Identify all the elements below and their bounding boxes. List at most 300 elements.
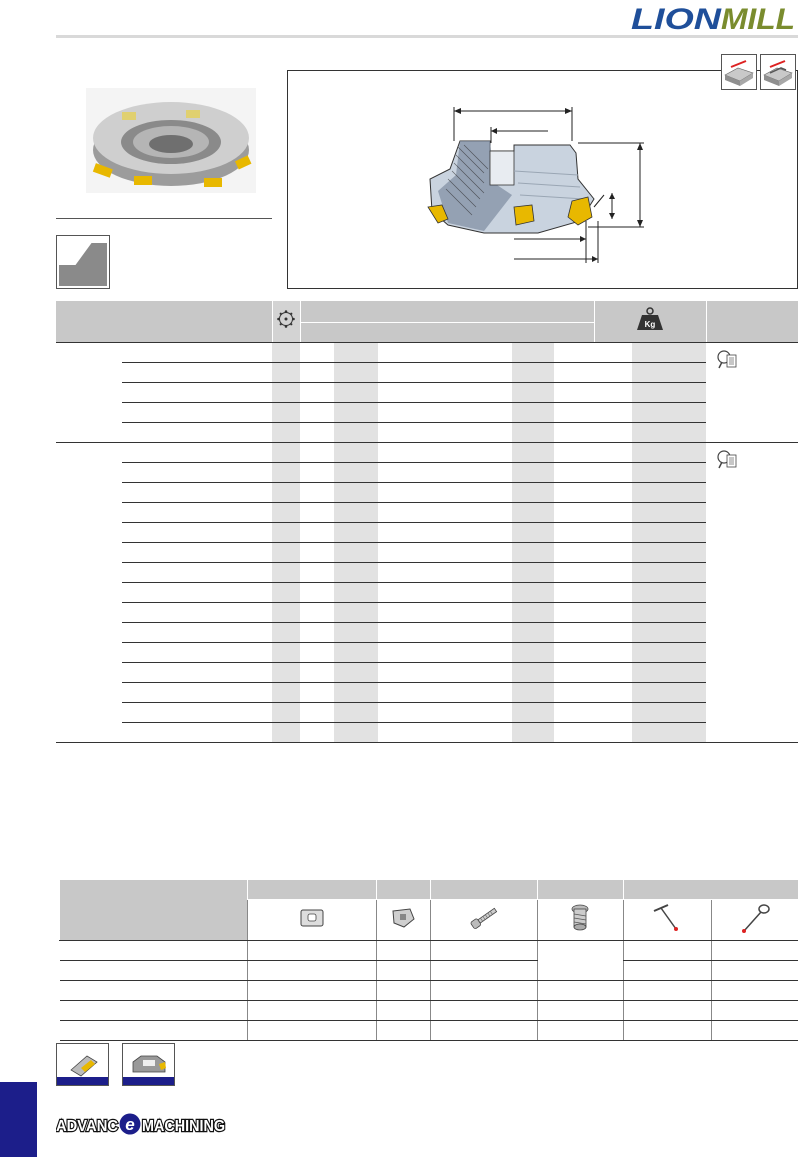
spec-cell	[512, 563, 554, 583]
spec-cell	[334, 543, 378, 563]
spec-cell	[632, 463, 706, 483]
spec-cell	[334, 703, 378, 723]
teeth-count-icon	[272, 301, 300, 343]
spec-cell	[272, 403, 300, 423]
spec-cell	[272, 483, 300, 503]
spec-cell	[442, 643, 478, 663]
spec-cell	[378, 583, 442, 603]
spec-row	[56, 343, 798, 363]
spec-cell	[594, 403, 632, 423]
spec-cell	[632, 483, 706, 503]
spec-cell	[334, 463, 378, 483]
spec-cell	[378, 383, 442, 403]
spec-cell	[442, 403, 478, 423]
slot-milling-icon	[760, 54, 796, 90]
parts-cell	[60, 981, 248, 1001]
clamp-screw-header	[537, 880, 623, 900]
spec-cell	[442, 563, 478, 583]
spec-cell	[300, 563, 334, 583]
spec-cell	[512, 643, 554, 663]
spec-cell	[272, 543, 300, 563]
spec-row	[56, 723, 798, 743]
spec-cell	[378, 703, 442, 723]
spec-cell	[272, 343, 300, 363]
parts-cell	[376, 1021, 430, 1041]
parts-cell	[376, 981, 430, 1001]
spec-cell	[632, 663, 706, 683]
spec-cell	[554, 423, 594, 443]
spec-cell	[442, 463, 478, 483]
parts-cell	[711, 1001, 798, 1021]
spec-cell	[632, 603, 706, 623]
spec-cell	[442, 423, 478, 443]
cutter-header	[60, 880, 248, 941]
spec-row	[56, 423, 798, 443]
spec-cell	[478, 483, 512, 503]
spec-cell	[272, 663, 300, 683]
spec-row	[56, 543, 798, 563]
spec-cell	[632, 383, 706, 403]
spec-cell	[512, 463, 554, 483]
spec-cell	[272, 383, 300, 403]
spec-cell	[478, 443, 512, 463]
spec-cell	[478, 543, 512, 563]
spec-cell	[122, 683, 272, 703]
spec-cell	[442, 343, 478, 363]
spec-cell	[512, 623, 554, 643]
spec-cell	[334, 423, 378, 443]
spec-cell	[554, 503, 594, 523]
spec-cell	[378, 643, 442, 663]
parts-cell	[60, 941, 248, 961]
spec-cell	[632, 343, 706, 363]
parts-table	[59, 880, 798, 1041]
spec-cell	[378, 523, 442, 543]
spec-cell	[122, 523, 272, 543]
spec-cell	[554, 383, 594, 403]
spec-cell	[512, 683, 554, 703]
spec-cell	[632, 703, 706, 723]
dimensions-header	[300, 301, 594, 323]
spec-cell	[122, 723, 272, 743]
spec-cell	[442, 723, 478, 743]
spec-cell	[122, 643, 272, 663]
spec-cell	[378, 623, 442, 643]
spec-cell	[272, 523, 300, 543]
spec-cell	[594, 603, 632, 623]
svg-text:LION: LION	[631, 3, 723, 34]
spec-cell	[442, 383, 478, 403]
parts-row	[60, 941, 799, 961]
spec-cell	[478, 623, 512, 643]
spec-cell	[442, 363, 478, 383]
spec-cell	[478, 583, 512, 603]
parts-cell	[623, 1021, 711, 1041]
spec-cell	[632, 723, 706, 743]
spec-cell	[512, 703, 554, 723]
spec-cell	[442, 443, 478, 463]
spec-cell	[632, 683, 706, 703]
spec-cell	[378, 563, 442, 583]
spec-cell	[300, 683, 334, 703]
spec-cell	[300, 503, 334, 523]
spec-cell	[300, 443, 334, 463]
holder-icon[interactable]	[122, 1043, 175, 1086]
spec-cell	[122, 403, 272, 423]
spec-cell	[378, 363, 442, 383]
spec-cell	[334, 443, 378, 463]
spec-cell	[300, 583, 334, 603]
spec-cell	[272, 563, 300, 583]
parts-cell	[711, 941, 798, 961]
parts-cell	[537, 1001, 623, 1021]
cutter-photo	[86, 88, 256, 193]
parts-row	[60, 1001, 799, 1021]
spec-row	[56, 603, 798, 623]
spec-cell	[554, 363, 594, 383]
spec-cell	[478, 523, 512, 543]
spec-cell	[632, 623, 706, 643]
header-divider	[56, 35, 798, 38]
spec-cell	[594, 443, 632, 463]
spec-cell	[272, 603, 300, 623]
clamp-screw-icon	[537, 900, 623, 941]
photo-divider	[56, 218, 272, 219]
spec-cell	[442, 603, 478, 623]
spec-header-row	[56, 301, 798, 323]
spec-cell	[334, 363, 378, 383]
parts-cell	[711, 981, 798, 1001]
spec-cell	[632, 503, 706, 523]
spec-cell	[512, 423, 554, 443]
parts-cell	[537, 981, 623, 1001]
spec-row	[56, 503, 798, 523]
spec-cell	[272, 363, 300, 383]
parts-cell	[376, 1001, 430, 1021]
spec-cell	[442, 543, 478, 563]
spec-row	[56, 663, 798, 683]
spec-cell	[272, 623, 300, 643]
spec-cell	[478, 363, 512, 383]
spec-row	[56, 463, 798, 483]
spec-cell	[594, 543, 632, 563]
spec-cell	[378, 603, 442, 623]
parts-cell	[430, 961, 537, 981]
spec-row	[56, 623, 798, 643]
spec-cell	[632, 583, 706, 603]
spec-cell	[512, 383, 554, 403]
t-key-icon	[623, 900, 711, 941]
spec-cell	[122, 623, 272, 643]
insert-header	[247, 880, 376, 900]
spec-cell	[442, 583, 478, 603]
spec-cell	[554, 523, 594, 543]
parts-row	[60, 1021, 799, 1041]
keys-header	[623, 880, 798, 900]
spec-cell	[442, 483, 478, 503]
spec-cell	[478, 563, 512, 583]
parts-cell	[60, 961, 248, 981]
face-milling-icon	[721, 54, 757, 90]
spec-cell	[478, 663, 512, 683]
spec-cell	[334, 583, 378, 603]
spec-row	[56, 483, 798, 503]
spec-cell	[442, 623, 478, 643]
parts-cell	[247, 941, 376, 961]
parts-cell	[537, 941, 623, 981]
spec-cell	[300, 363, 334, 383]
spec-cell	[334, 623, 378, 643]
spec-cell	[478, 503, 512, 523]
parts-row	[60, 961, 799, 981]
parts-cell	[711, 1021, 798, 1041]
parts-cell	[60, 1021, 248, 1041]
spec-cell	[334, 523, 378, 543]
parts-cell	[60, 1001, 248, 1021]
spec-row	[56, 523, 798, 543]
spec-cell	[478, 643, 512, 663]
spec-cell	[478, 723, 512, 743]
spec-cell	[594, 523, 632, 543]
spec-cell	[300, 703, 334, 723]
screw-header	[430, 880, 537, 900]
screw-icon	[430, 900, 537, 941]
spec-cell	[122, 603, 272, 623]
spec-cell	[442, 663, 478, 683]
spec-cell	[378, 443, 442, 463]
spec-cell	[122, 363, 272, 383]
wedge-icon	[376, 900, 430, 941]
spec-cell	[512, 363, 554, 383]
weight-label: Kg	[644, 320, 656, 329]
spec-cell	[272, 643, 300, 663]
spec-cell	[554, 403, 594, 423]
spec-cell	[594, 643, 632, 663]
spec-cell	[478, 343, 512, 363]
spec-cell	[442, 683, 478, 703]
spec-cell	[334, 603, 378, 623]
spec-cell	[334, 563, 378, 583]
torx-key-icon	[711, 900, 798, 941]
spec-table	[56, 301, 798, 743]
spec-cell	[334, 403, 378, 423]
spec-row	[56, 643, 798, 663]
chamfer-profile-icon	[56, 235, 110, 289]
magnifier-icon[interactable]	[706, 443, 798, 743]
spec-cell	[300, 723, 334, 743]
spec-cell	[594, 423, 632, 443]
spec-cell	[122, 383, 272, 403]
spec-cell	[442, 703, 478, 723]
parts-cell	[247, 1021, 376, 1041]
spec-cell	[300, 623, 334, 643]
spec-cell	[300, 643, 334, 663]
spec-cell	[554, 703, 594, 723]
spec-cell	[122, 583, 272, 603]
spec-cell	[272, 723, 300, 743]
dimensions-subheader	[300, 323, 594, 343]
spec-cell	[512, 543, 554, 563]
spec-cell	[632, 523, 706, 543]
spec-cell	[478, 683, 512, 703]
spec-cell	[632, 443, 706, 463]
spec-cell	[122, 543, 272, 563]
spec-cell	[300, 483, 334, 503]
spec-cell	[334, 723, 378, 743]
spec-cell	[594, 563, 632, 583]
spec-cell	[122, 503, 272, 523]
spec-cell	[334, 383, 378, 403]
svg-text:ADVANC: ADVANC	[56, 1118, 119, 1135]
parts-cell	[623, 941, 711, 961]
parts-cell	[247, 961, 376, 981]
svg-text:e: e	[125, 1115, 135, 1134]
spec-cell	[554, 343, 594, 363]
parts-cell	[623, 1001, 711, 1021]
spec-row	[56, 403, 798, 423]
spec-cell	[594, 683, 632, 703]
parts-cell	[376, 961, 430, 981]
spec-cell	[442, 503, 478, 523]
spec-cell	[334, 683, 378, 703]
spec-cell	[300, 423, 334, 443]
spec-cell	[554, 643, 594, 663]
spec-cell	[512, 723, 554, 743]
spec-cell	[300, 463, 334, 483]
spec-cell	[512, 663, 554, 683]
spec-cell	[378, 663, 442, 683]
spec-cell	[594, 463, 632, 483]
spec-cell	[378, 463, 442, 483]
spec-cell	[334, 503, 378, 523]
spec-cell	[378, 343, 442, 363]
parts-cell	[430, 941, 537, 961]
spec-cell	[554, 663, 594, 683]
designation-header	[56, 301, 272, 343]
spec-cell	[512, 583, 554, 603]
parts-cell	[623, 981, 711, 1001]
spec-cell	[300, 383, 334, 403]
spec-cell	[122, 703, 272, 723]
spec-cell	[554, 603, 594, 623]
spec-cell	[594, 503, 632, 523]
spec-cell	[272, 443, 300, 463]
spec-cell	[478, 603, 512, 623]
spec-cell	[378, 483, 442, 503]
spec-cell	[594, 383, 632, 403]
spec-cell	[300, 663, 334, 683]
catalog-book-icon[interactable]	[56, 1043, 109, 1086]
spec-cell	[594, 343, 632, 363]
spec-cell	[478, 703, 512, 723]
spec-cell	[512, 483, 554, 503]
spec-cell	[272, 423, 300, 443]
parts-cell	[430, 1001, 537, 1021]
spec-group-cell	[56, 443, 122, 743]
parts-row	[60, 981, 799, 1001]
spec-cell	[554, 623, 594, 643]
parts-cell	[247, 981, 376, 1001]
spec-cell	[554, 583, 594, 603]
spec-cell	[478, 423, 512, 443]
magnifier-icon[interactable]	[706, 343, 798, 443]
spec-cell	[632, 423, 706, 443]
spec-cell	[478, 463, 512, 483]
parts-cell	[376, 941, 430, 961]
spec-cell	[378, 423, 442, 443]
spec-cell	[272, 583, 300, 603]
spec-cell	[512, 603, 554, 623]
spec-cell	[334, 643, 378, 663]
spec-cell	[272, 703, 300, 723]
spec-cell	[334, 483, 378, 503]
spec-cell	[554, 543, 594, 563]
spec-cell	[300, 543, 334, 563]
spec-cell	[272, 463, 300, 483]
spec-cell	[512, 443, 554, 463]
spec-cell	[378, 543, 442, 563]
spec-cell	[632, 563, 706, 583]
spec-cell	[334, 663, 378, 683]
spec-cell	[478, 383, 512, 403]
spec-cell	[594, 623, 632, 643]
wedge-header	[376, 880, 430, 900]
spec-cell	[378, 503, 442, 523]
technical-drawing	[287, 70, 798, 289]
spec-row	[56, 583, 798, 603]
spec-cell	[300, 523, 334, 543]
spec-cell	[122, 483, 272, 503]
spec-cell	[554, 723, 594, 743]
parts-cell	[537, 1021, 623, 1041]
reference-header	[706, 301, 798, 343]
svg-text:MILL: MILL	[721, 3, 795, 34]
spec-cell	[512, 343, 554, 363]
parts-cell	[711, 961, 798, 981]
spec-cell	[632, 543, 706, 563]
spec-cell	[442, 523, 478, 543]
spec-cell	[554, 483, 594, 503]
spec-cell	[122, 343, 272, 363]
parts-cell	[247, 1001, 376, 1021]
spec-group-cell	[56, 343, 122, 443]
spec-cell	[594, 723, 632, 743]
spec-cell	[594, 483, 632, 503]
spec-cell	[378, 403, 442, 423]
spec-cell	[554, 563, 594, 583]
spec-cell	[594, 703, 632, 723]
parts-cell	[623, 961, 711, 981]
spec-cell	[632, 643, 706, 663]
spec-row	[56, 563, 798, 583]
spec-cell	[554, 443, 594, 463]
insert-icon	[247, 900, 376, 941]
spec-cell	[272, 503, 300, 523]
parts-cell	[430, 1021, 537, 1041]
spec-cell	[632, 363, 706, 383]
spec-cell	[632, 403, 706, 423]
advance-machining-logo	[56, 1113, 226, 1135]
spec-cell	[554, 683, 594, 703]
spec-cell	[122, 423, 272, 443]
spec-row	[56, 443, 798, 463]
section-side-tab	[0, 1082, 37, 1157]
spec-cell	[122, 663, 272, 683]
spec-cell	[554, 463, 594, 483]
spec-row	[56, 703, 798, 723]
spec-cell	[512, 403, 554, 423]
spec-cell	[512, 503, 554, 523]
